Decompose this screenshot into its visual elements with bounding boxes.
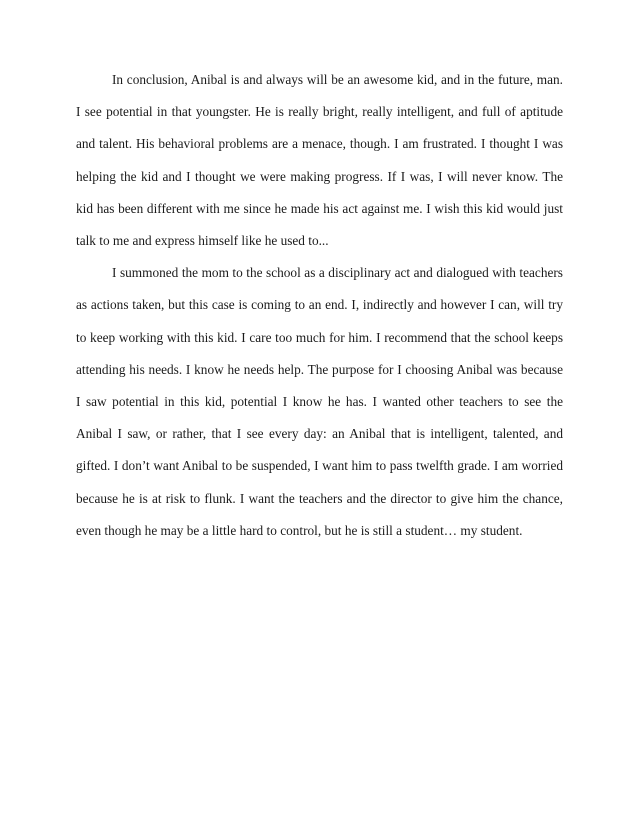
body-text (76, 64, 563, 547)
paragraph-conclusion: In conclusion, Anibal is and always will be an awesome kid, and in the future, man. I see potential in that youngster. He is really bright, really intelligent, and full of aptitude and talent. His behavioral problems are a menace, though. I am frustrated. I thought I was helping the kid and I thought we were making progress. If I was, I will never know. The kid has been different with me since he made his act against me. I wish this kid would just talk to me and express himself like he used to... (76, 72, 563, 249)
paragraph-recommendation: I summoned the mom to the school as a disciplinary act and dialogued with teachers as actions taken, but this case is coming to an end. I, indirectly and however I can, will try to keep working with this kid. I care too much for him. I recommend that the school keeps attending his needs. I know he needs help. The purpose for I choosing Anibal was because I saw potential in this kid, potential I know he has. I wanted other teachers to see the Anibal I saw, or rather, that I see every day: an Anibal that is intelligent, talented, and gifted. I don’t want Anibal to be suspended, I want him to pass twelfth grade. I am worried because he is at risk to flunk. I want the teachers and the director to give him the chance, even though he may be a little hard to control, but he is still a student… my student. (76, 265, 563, 538)
